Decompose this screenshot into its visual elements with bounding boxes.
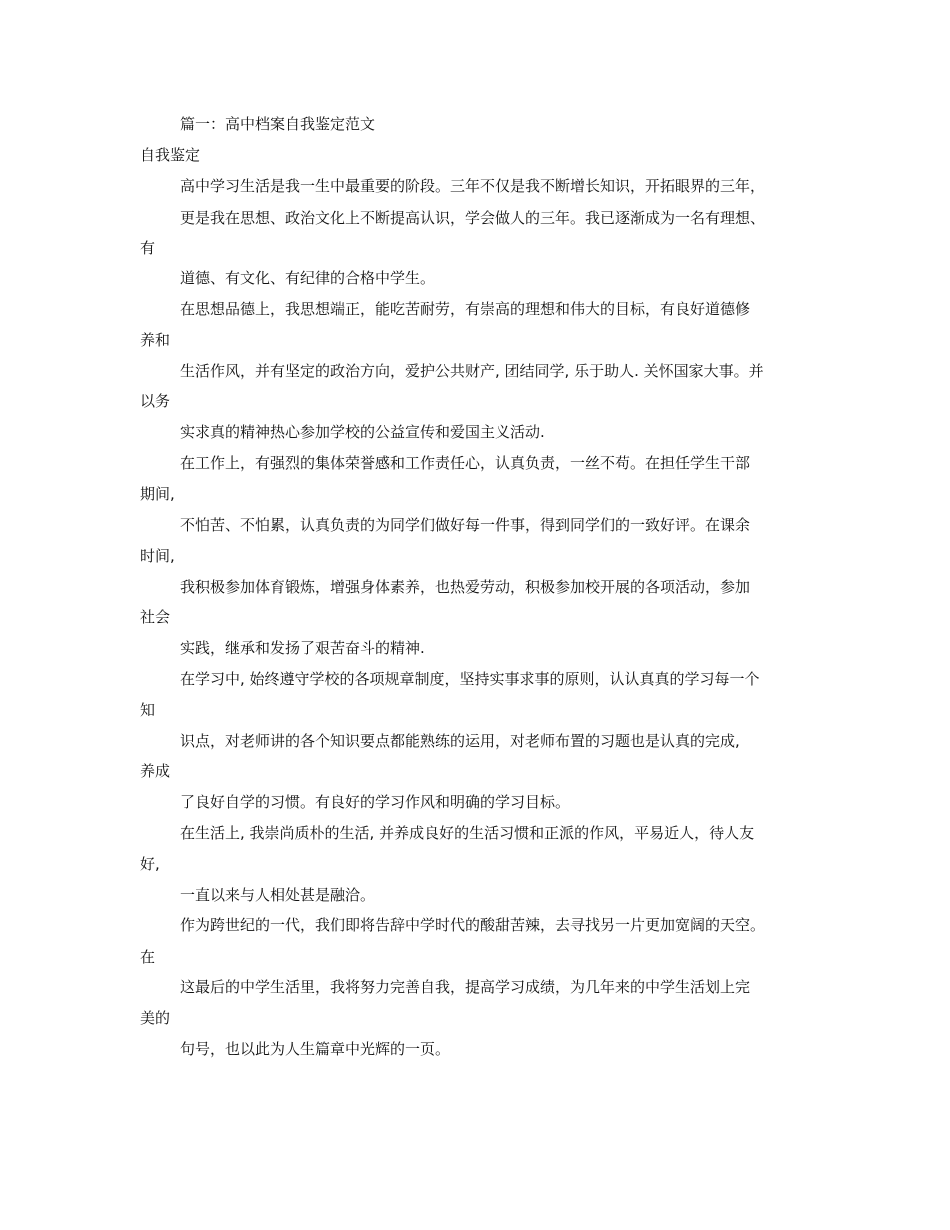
text-line: 作为跨世纪的一代，我们即将告辞中学时代的酸甜苦辣，去寻找另一片更加宽阔的天空。 [180,916,766,934]
text-line: 时间, [140,547,175,565]
text-line: 不怕苦、不怕累，认真负责的为同学们做好每一件事，得到同学们的一致好评。在课余 [180,516,751,534]
text-line: 我积极参加体育锻炼，增强身体素养，也热爱劳动，积极参加校开展的各项活动，参加 [180,578,751,596]
text-line: 知 [140,701,156,719]
text-line: 一直以来与人相处甚是融洽。 [180,886,376,904]
text-line: 好, [140,855,160,873]
text-line: 养成 [140,762,171,780]
text-line: 高中学习生活是我一生中最重要的阶段。三年不仅是我不断增长知识，开拓眼界的三年， [180,177,766,195]
section-title: 篇一：高中档案自我鉴定范文 [180,115,376,133]
text-line: 社会 [140,608,171,626]
text-line: 了良好自学的习惯。有良好的学习作风和明确的学习目标。 [180,793,571,811]
text-line: 实求真的精神热心参加学校的公益宣传和爱国主义活动. [180,423,545,441]
text-line: 有 [140,239,156,257]
text-line: 在工作上，有强烈的集体荣誉感和工作责任心，认真负责，一丝不苟。在担任学生干部 [180,454,751,472]
text-line: 在思想品德上，我思想端正，能吃苦耐劳，有崇高的理想和伟大的目标，有良好道德修 [180,300,751,318]
text-line: 识点，对老师讲的各个知识要点都能熟练的运用，对老师布置的习题也是认真的完成, [180,732,740,750]
text-line: 以务 [140,392,171,410]
text-line: 美的 [140,1009,171,1027]
text-line: 句号，也以此为人生篇章中光辉的一页。 [180,1040,451,1058]
text-line: 道德、有文化、有纪律的合格中学生。 [180,269,436,287]
text-line: 养和 [140,331,171,349]
text-line: 更是我在思想、政治文化上不断提高认识，学会做人的三年。我已逐渐成为一名有理想、 [180,209,766,227]
text-line: 生活作风，并有坚定的政治方向，爱护公共财产, 团结同学, 乐于助人. 关怀国家大事。并 [180,362,764,380]
text-line: 在学习中, 始终遵守学校的各项规章制度，坚持实事求事的原则，认认真真的学习每一个 [180,670,760,688]
text-line: 在 [140,948,156,966]
text-line: 期间, [140,485,175,503]
text-line: 这最后的中学生活里，我将努力完善自我，提高学习成绩，为几年来的中学生活划上完 [180,978,751,996]
document-heading: 自我鉴定 [140,146,201,164]
text-line: 实践，继承和发扬了艰苦奋斗的精神. [180,639,425,657]
text-line: 在生活上, 我崇尚质朴的生活, 并养成良好的生活习惯和正派的作风，平易近人，待人友 [180,824,755,842]
